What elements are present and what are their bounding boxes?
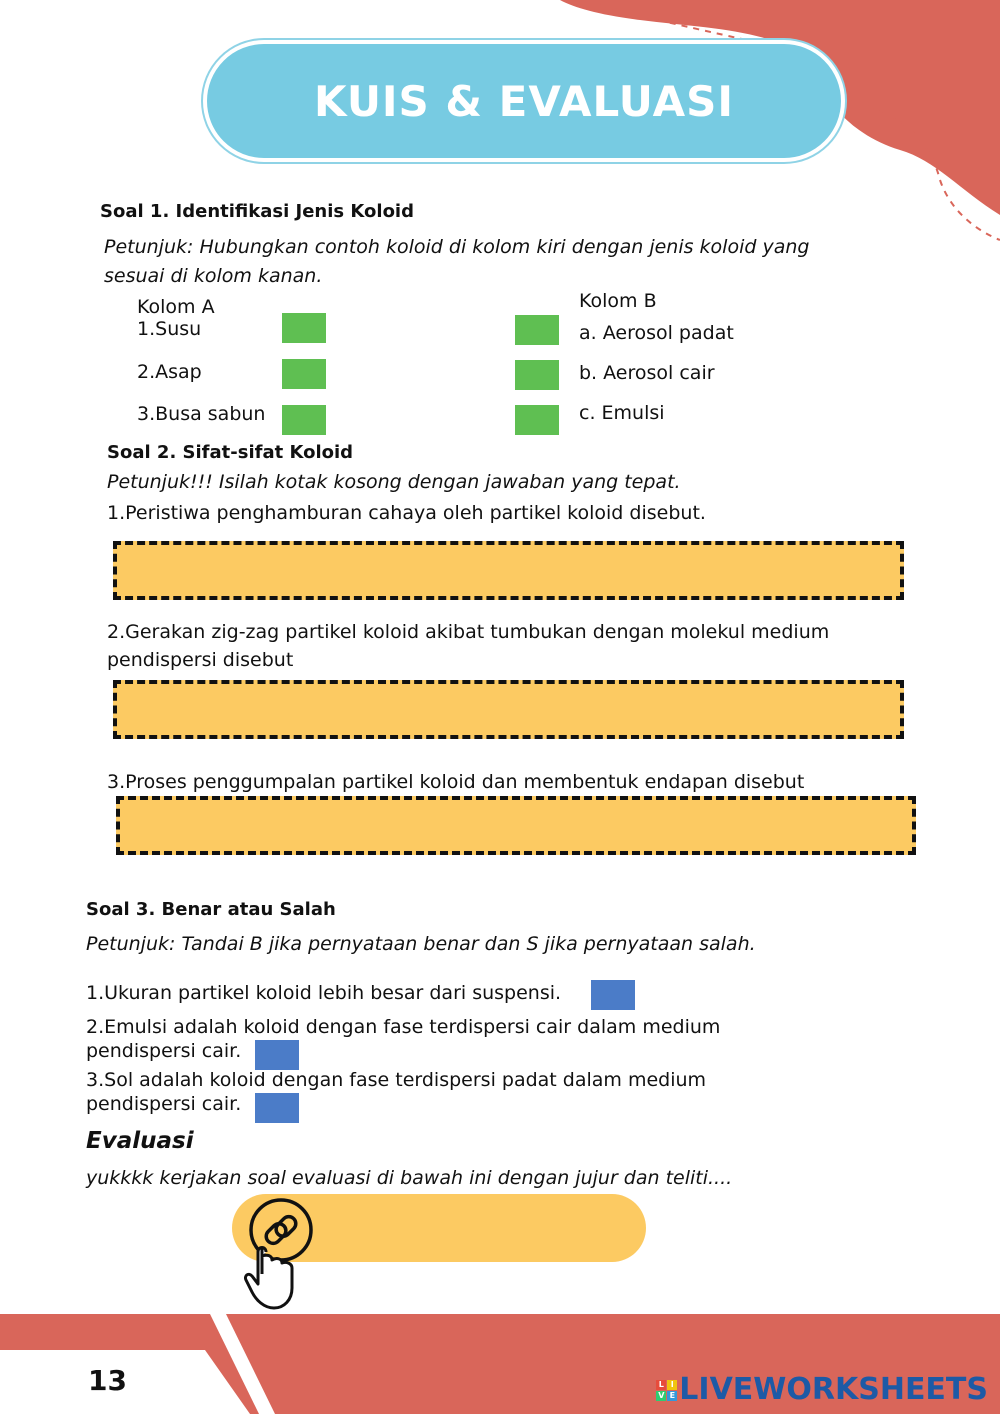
match-right-aerosol-cair[interactable] [515, 360, 559, 390]
answer-box-3[interactable] [116, 796, 916, 855]
col-a-item-susu: 1.Susu [137, 318, 202, 340]
soal2-question-1: 1.Peristiwa penghamburan cahaya oleh partikel koloid disebut. [107, 502, 706, 524]
col-a-item-asap: 2.Asap [137, 361, 202, 383]
col-a-item-busa-sabun: 3.Busa sabun [137, 403, 266, 425]
col-b-item-aerosol-padat: a. Aerosol padat [579, 322, 734, 344]
evaluasi-heading: Evaluasi [86, 1128, 194, 1154]
page-number: 13 [88, 1364, 127, 1397]
soal3-hint: Petunjuk: Tandai B jika pernyataan benar dan S jika pernyataan salah. [86, 933, 756, 955]
col-b-item-aerosol-cair: b. Aerosol cair [579, 362, 715, 384]
match-right-emulsi[interactable] [515, 405, 559, 435]
liveworksheets-brand[interactable] [656, 1372, 988, 1407]
soal1-hint: Petunjuk: Hubungkan contoh koloid di kolom kiri dengan jenis koloid yang sesuai di kolom kanan. [104, 236, 810, 287]
soal1-heading: Soal 1. Identifikasi Jenis Koloid [100, 201, 414, 222]
evaluasi-text: yukkkk kerjakan soal evaluasi di bawah ini dengan jujur dan teliti.... [86, 1167, 733, 1189]
match-right-aerosol-padat[interactable] [515, 315, 559, 345]
soal3-statement-2-line1: 2.Emulsi adalah koloid dengan fase terdispersi cair dalam medium [86, 1016, 721, 1038]
match-left-busa-sabun[interactable] [282, 405, 326, 435]
soal2-question-3: 3.Proses penggumpalan partikel koloid dan membentuk endapan disebut [107, 771, 805, 793]
tf-answer-2[interactable] [255, 1040, 299, 1070]
tf-answer-3[interactable] [255, 1093, 299, 1123]
soal3-statement-2-line2: pendispersi cair. [86, 1040, 242, 1062]
match-left-asap[interactable] [282, 359, 326, 389]
link-hand-icon[interactable] [244, 1196, 324, 1314]
page-title: KUIS & EVALUASI [314, 76, 734, 126]
col-b-item-emulsi: c. Emulsi [579, 402, 665, 424]
col-a-title: Kolom A [137, 296, 215, 318]
liveworksheets-text: LIVEWORKSHEETS [679, 1372, 988, 1407]
answer-box-1[interactable] [113, 541, 904, 600]
liveworksheets-logo-icon: L I V E [656, 1380, 677, 1401]
soal2-hint: Petunjuk!!! Isilah kotak kosong dengan jawaban yang tepat. [107, 471, 681, 493]
soal3-statement-3-line2: pendispersi cair. [86, 1093, 242, 1115]
soal3-heading: Soal 3. Benar atau Salah [86, 899, 336, 920]
match-left-susu[interactable] [282, 313, 326, 343]
col-b-title: Kolom B [579, 290, 657, 312]
soal2-question-2: 2.Gerakan zig-zag partikel koloid akibat tumbukan dengan molekul medium pendispersi disebut [107, 621, 830, 671]
answer-box-2[interactable] [113, 680, 904, 739]
tf-answer-1[interactable] [591, 980, 635, 1010]
title-banner [203, 40, 845, 162]
soal2-heading: Soal 2. Sifat-sifat Koloid [107, 442, 354, 463]
soal3-statement-3-line1: 3.Sol adalah koloid dengan fase terdispersi padat dalam medium [86, 1069, 707, 1091]
soal3-statement-1: 1.Ukuran partikel koloid lebih besar dari suspensi. [86, 982, 562, 1004]
